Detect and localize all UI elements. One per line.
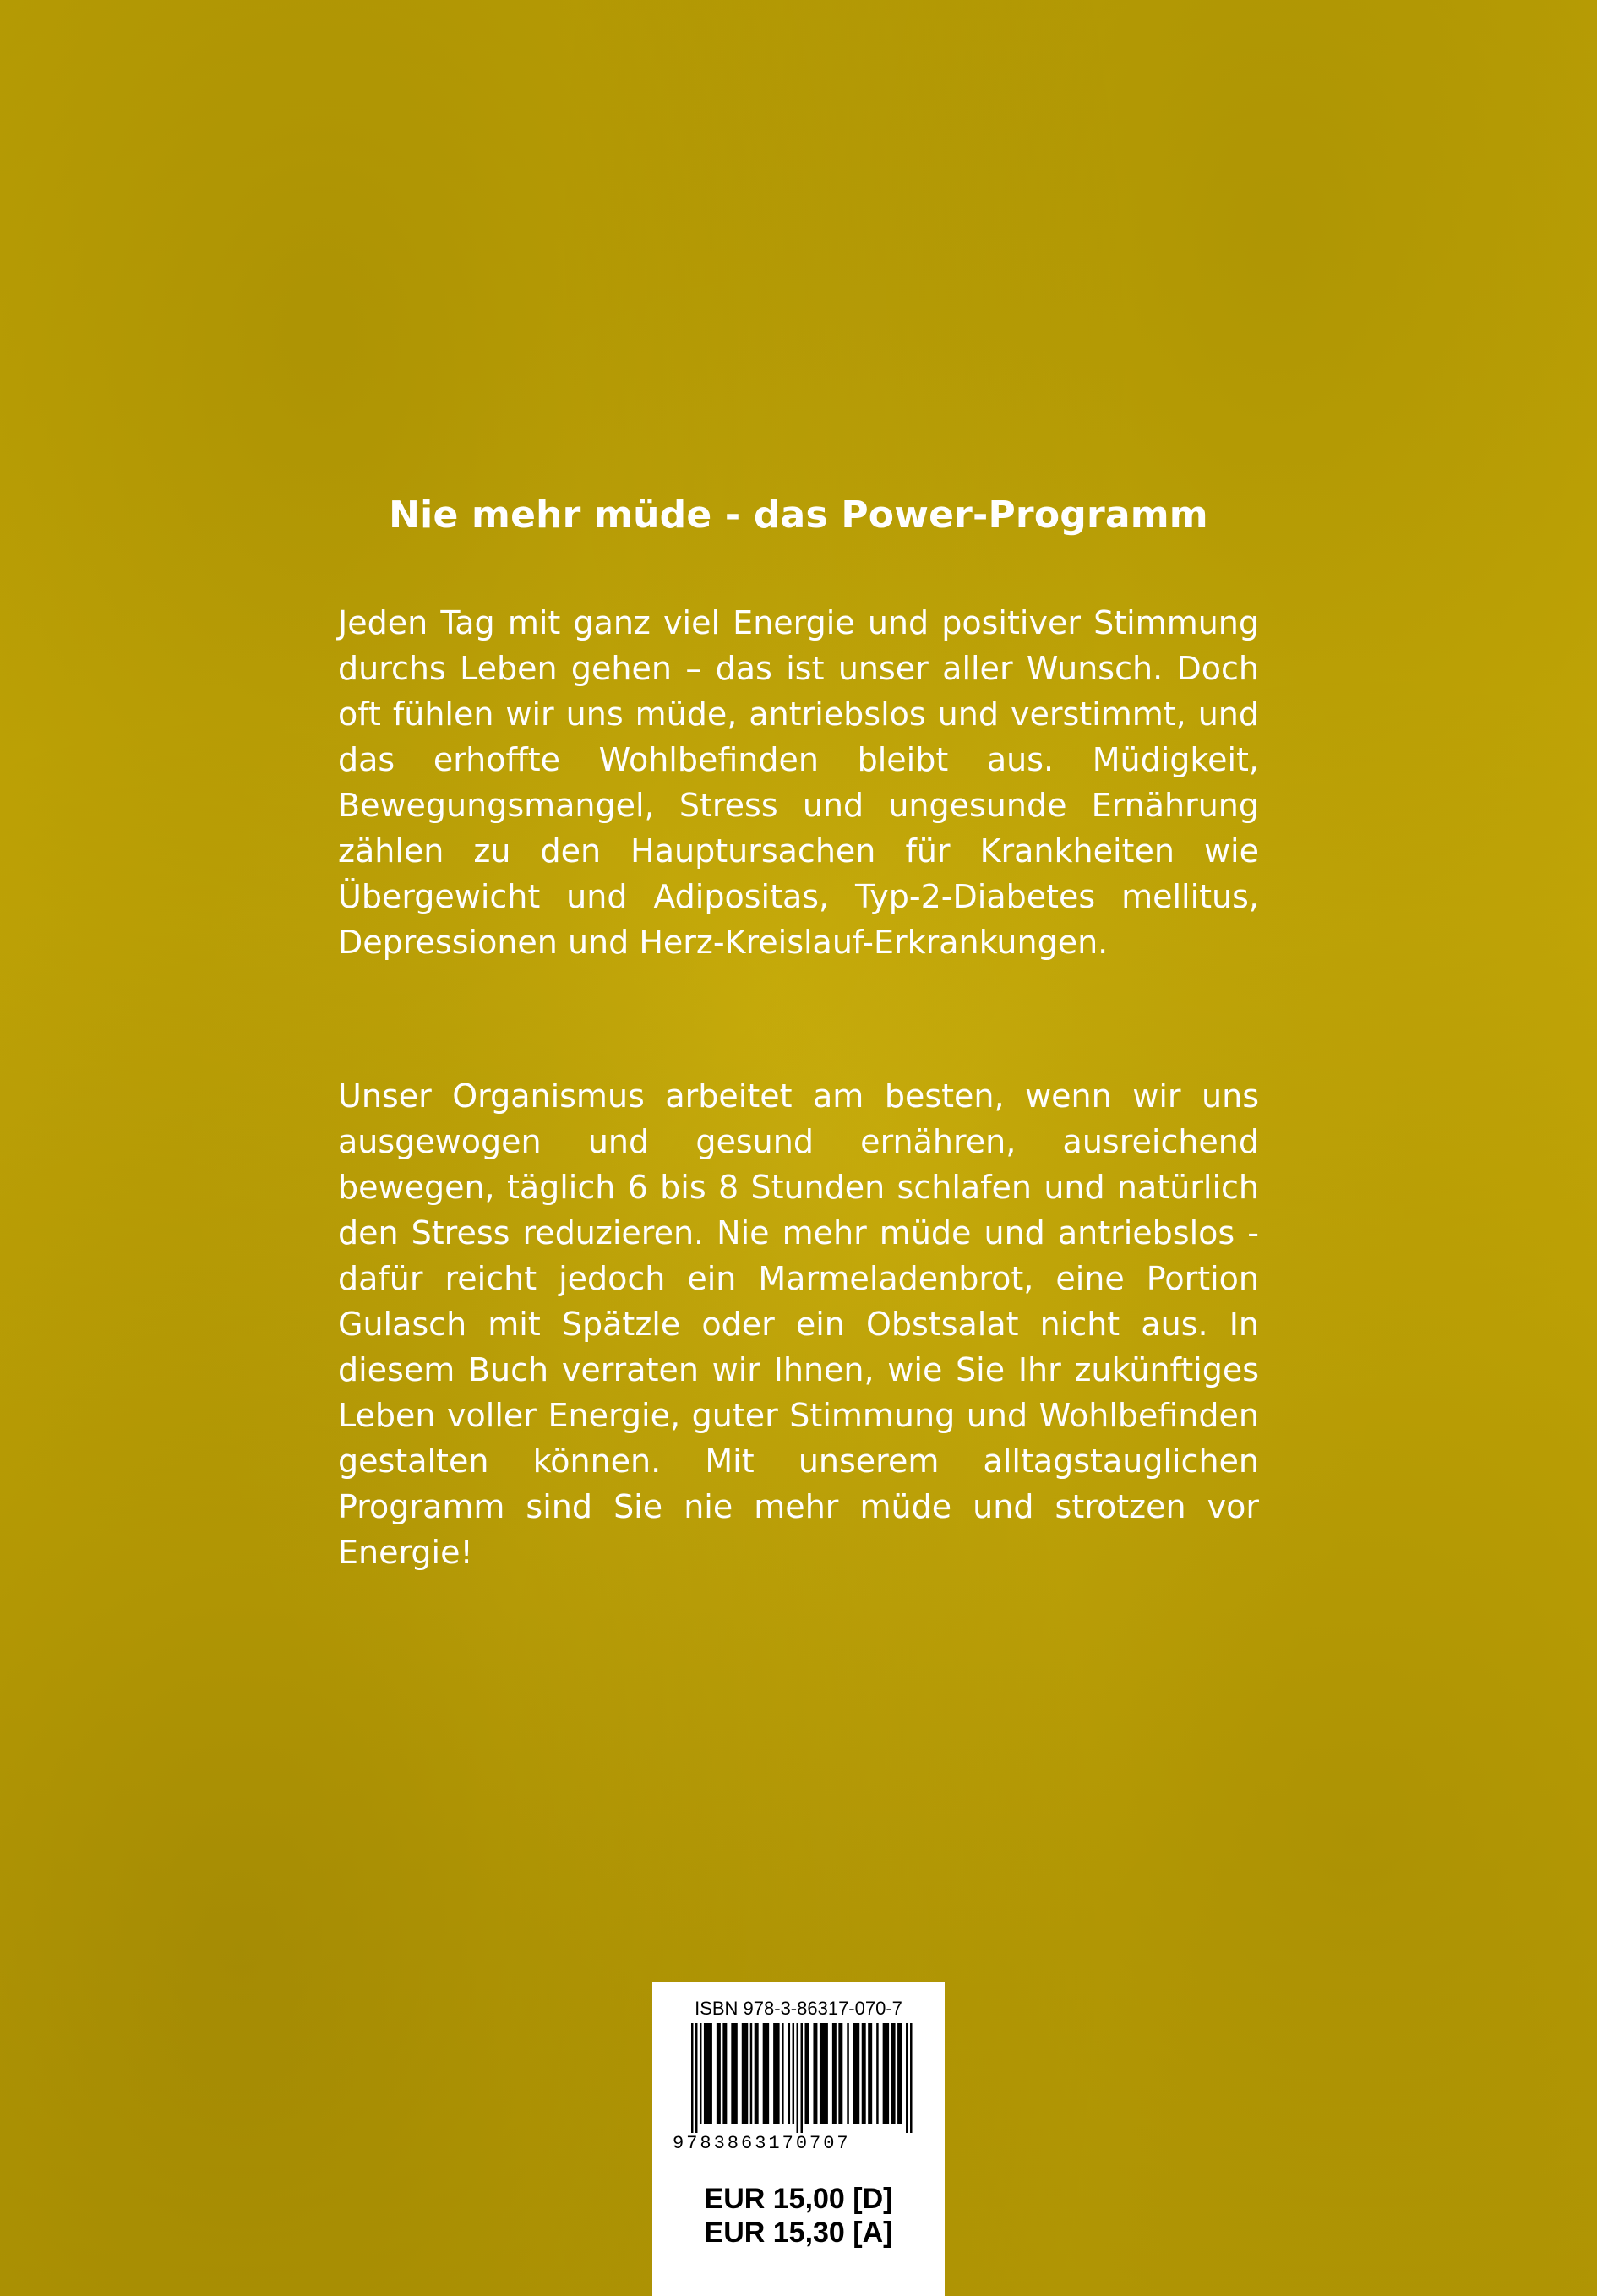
isbn-label: ISBN 978-3-86317-070-7 <box>695 1998 902 2019</box>
blurb-paragraph-2: Unser Organismus arbeitet am besten, wenn wir uns ausgewogen und gesund ernähren, ausreichend bewegen, täglich 6 bis 8 Stunden schlafen und natürlich den Stress reduzieren. Nie mehr müde und antriebslos - dafür reicht jedoch ein Marmeladenbrot, eine Portion Gulasch mit Spätzle oder ein Obstsalat nicht aus. In diesem Buch verraten wir Ihnen, wie Sie Ihr zukünftiges Leben voller Energie, guter Stimmung und Wohlbefinden gestalten können. Mit unserem alltagstauglichen Programm sind Sie nie mehr müde und strotzen vor Energie! <box>338 1077 1259 1571</box>
cover-title: Nie mehr müde - das Power-Programm <box>389 494 1208 537</box>
barcode-digits: 9783863170707 <box>673 2133 851 2154</box>
price-austria: EUR 15,30 [A] <box>704 2217 893 2249</box>
barcode-box <box>652 1982 945 2296</box>
barcode-bars <box>691 2023 914 2133</box>
price-germany: EUR 15,00 [D] <box>704 2183 893 2215</box>
blurb-paragraph-1: Jeden Tag mit ganz viel Energie und positiver Stimmung durchs Leben gehen – das ist unser aller Wunsch. Doch oft fühlen wir uns müde, antriebslos und verstimmt, und das erhoffte Wohlbefinden bleibt aus. Müdigkeit, Bewegungsmangel, Stress und ungesunde Ernährung zählen zu den Hauptursachen für Krankheiten wie Übergewicht und Adipositas, Typ-2-Diabetes mellitus, Depressionen und Herz-Kreislauf-Erkrankungen. <box>338 604 1259 961</box>
